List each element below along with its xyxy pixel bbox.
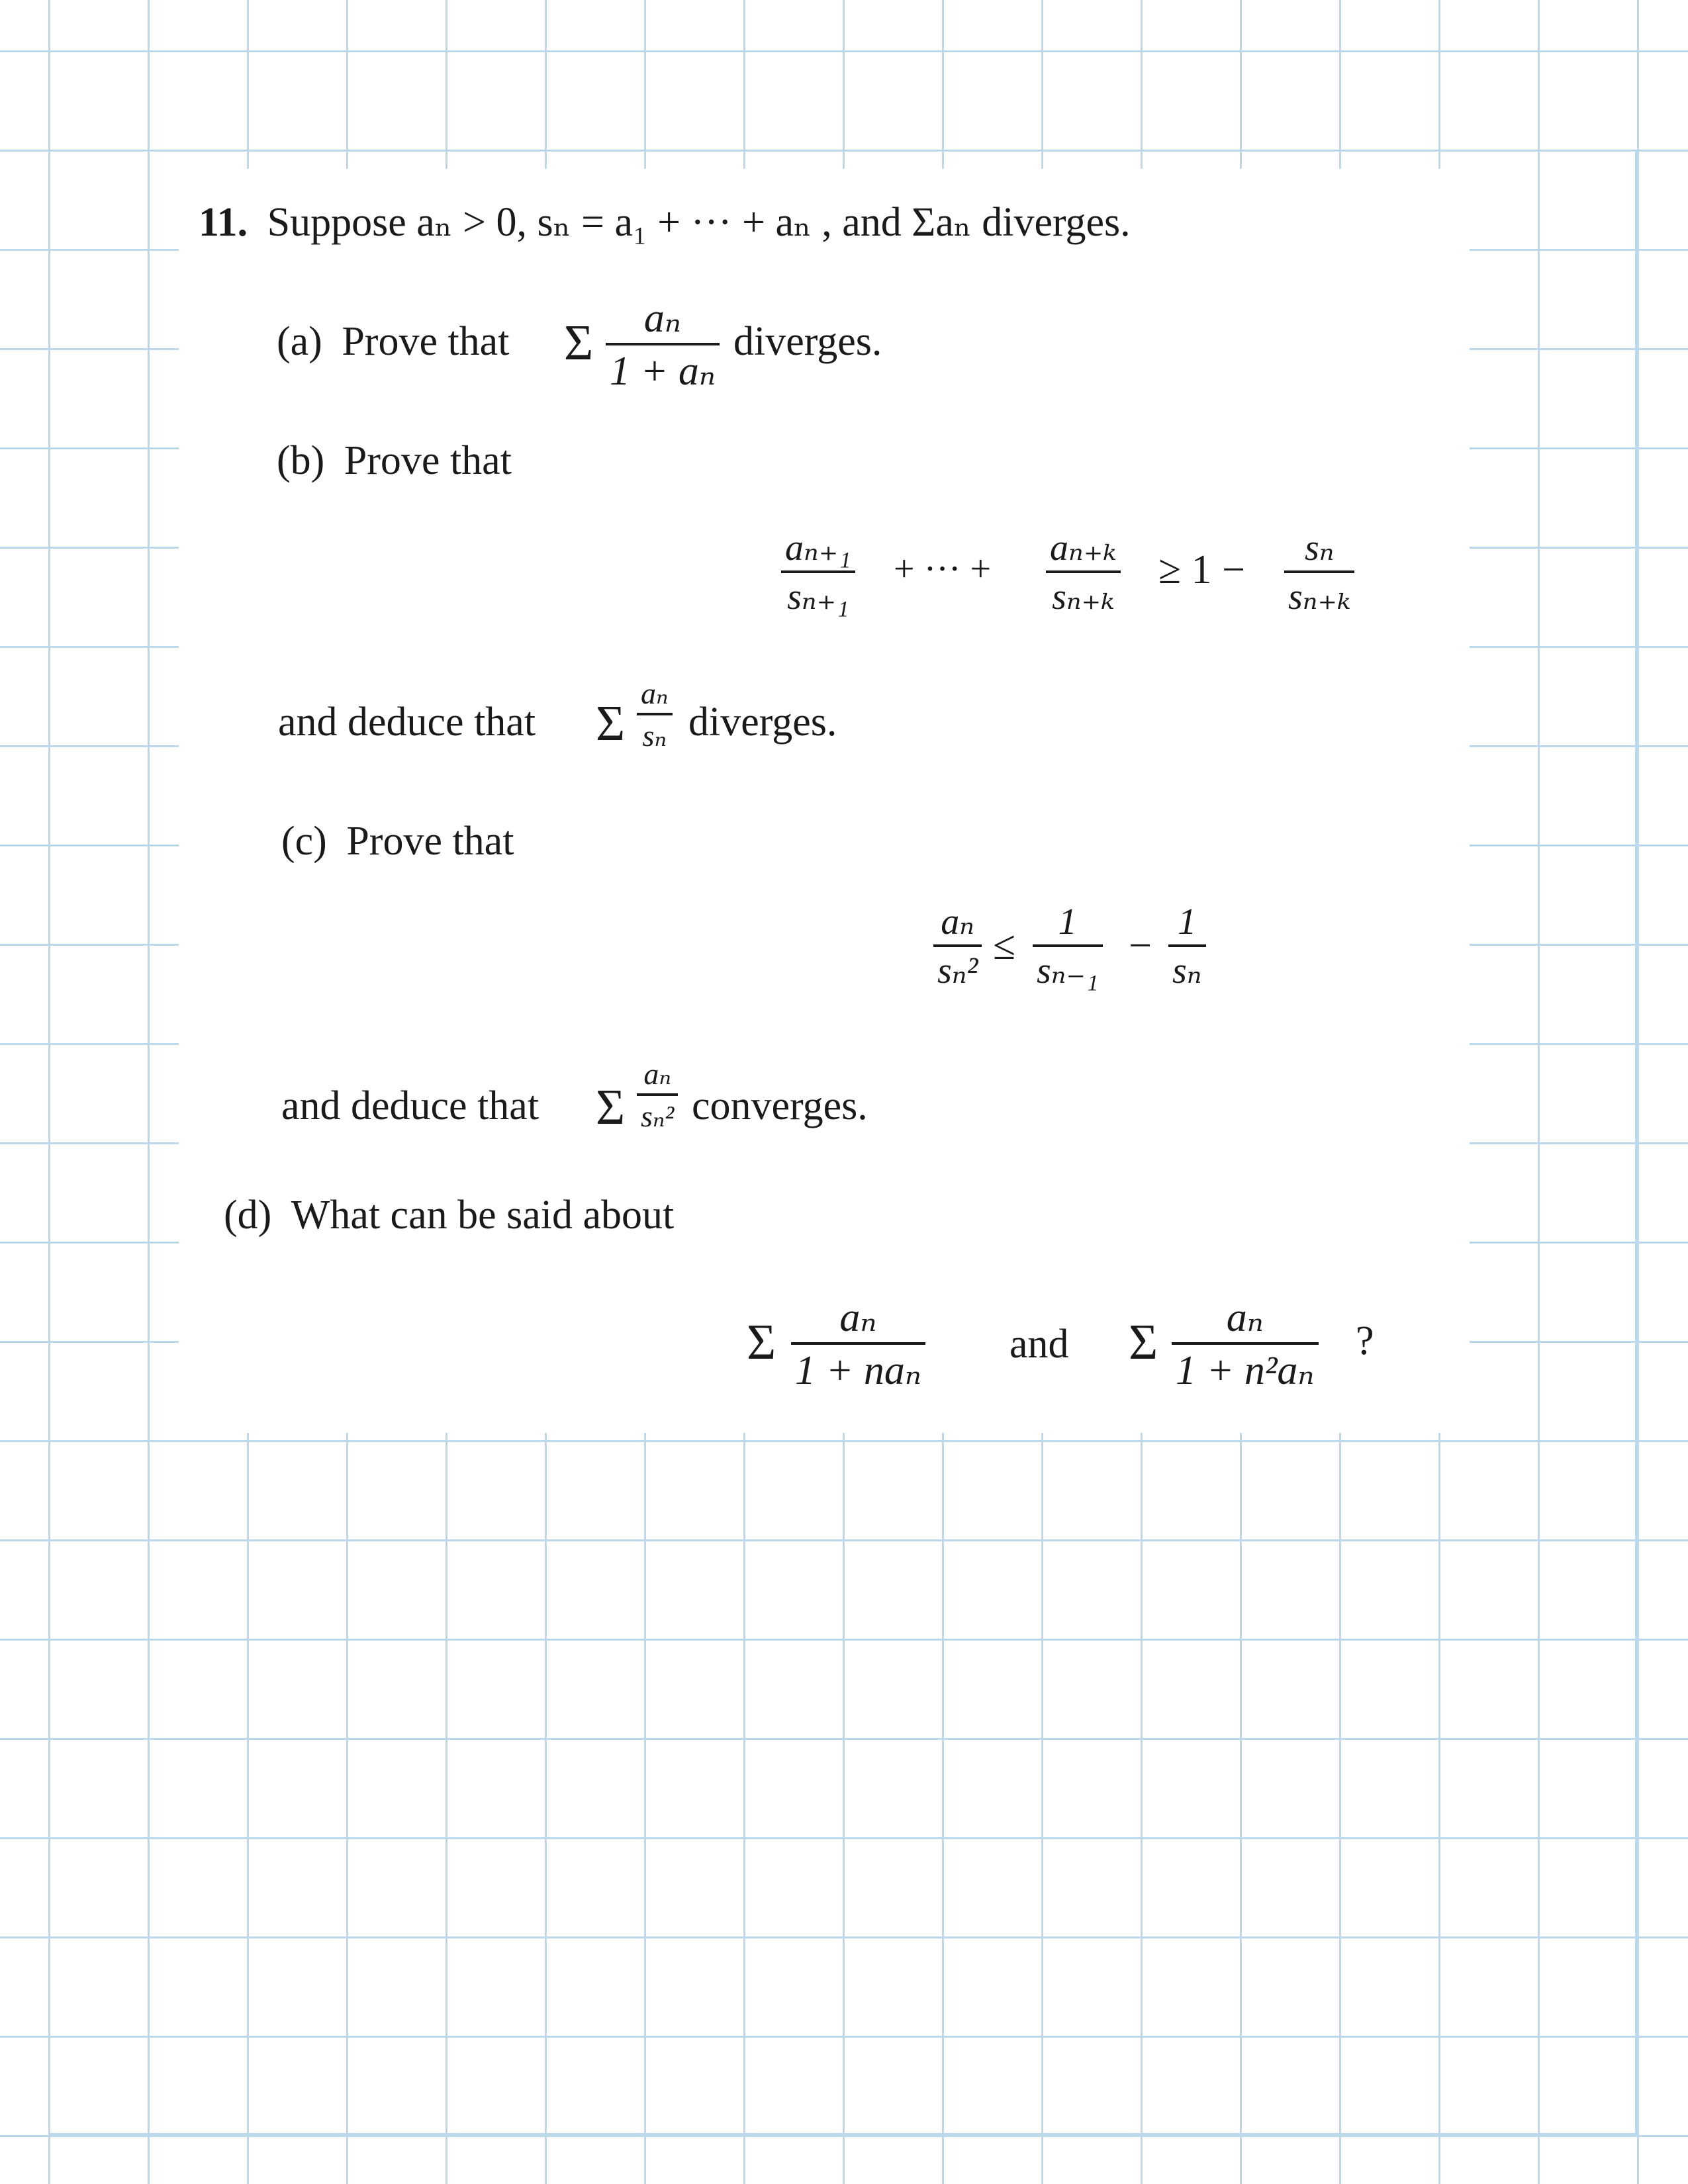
part-d-f2-denominator: 1 + n²aₙ	[1172, 1342, 1319, 1391]
part-b-relation: ≥ 1 −	[1158, 547, 1245, 592]
part-b-f3-numerator: sₙ	[1304, 527, 1335, 569]
part-c-fraction-2	[1033, 903, 1103, 989]
part-b-f1-numerator: aₙ₊₁	[785, 527, 851, 569]
part-c-label: (c)	[281, 819, 327, 864]
part-b-f3-denominator: sₙ₊ₖ	[1284, 570, 1354, 615]
part-c-f3-denominator: sₙ	[1168, 944, 1206, 989]
part-a-denominator: 1 + aₙ	[606, 343, 720, 392]
part-d-fraction-2	[1172, 1297, 1319, 1391]
part-b-line	[277, 440, 512, 481]
part-a-text: Prove that	[342, 319, 510, 364]
part-b-fraction-3	[1284, 529, 1354, 615]
part-b-fraction-2	[1046, 529, 1121, 615]
part-b-text: Prove that	[344, 438, 512, 483]
part-a-label: (a)	[277, 319, 322, 364]
part-d-sum-sign-2: Σ	[1129, 1314, 1158, 1370]
part-c-minus: −	[1129, 923, 1152, 968]
part-c-text: Prove that	[346, 819, 514, 864]
part-c-deduce: and deduce that	[281, 1083, 539, 1128]
part-c-relation: ≤	[993, 923, 1016, 968]
part-a-fraction	[606, 298, 720, 392]
part-a-line	[277, 321, 509, 362]
part-d-f1-denominator: 1 + naₙ	[791, 1342, 925, 1391]
part-a-tail: diverges.	[733, 319, 882, 364]
part-c-deduce-fraction	[637, 1059, 678, 1132]
part-d-line	[224, 1195, 674, 1236]
part-b-deduce: and deduce that	[278, 700, 536, 745]
part-c-f1-numerator: aₙ	[941, 901, 974, 942]
part-c-deduce-numerator: aₙ	[643, 1057, 671, 1091]
part-d-f2-numerator: aₙ	[1226, 1295, 1264, 1340]
part-b-deduce-denominator: sₙ	[637, 713, 673, 751]
part-d-label: (d)	[224, 1193, 272, 1238]
part-c-f1-denominator: sₙ²	[933, 944, 982, 989]
part-d-question-mark: ?	[1356, 1318, 1374, 1363]
part-c-deduce-denominator: sₙ²	[637, 1093, 678, 1132]
part-d-sum-sign-1: Σ	[747, 1314, 776, 1370]
part-b-f2-numerator: aₙ₊ₖ	[1050, 527, 1117, 569]
problem-intro: Suppose aₙ > 0, sₙ = a₁ + ··· + aₙ , and Σaₙ diverges.	[267, 200, 1131, 245]
part-c-tail: converges.	[692, 1083, 868, 1128]
part-d-text: What can be said about	[291, 1193, 675, 1238]
part-c-fraction-3	[1168, 903, 1206, 989]
part-c-line	[281, 821, 514, 862]
part-d-fraction-1	[791, 1297, 925, 1391]
part-b-deduce-numerator: aₙ	[641, 676, 669, 710]
part-c-f3-numerator: 1	[1178, 901, 1197, 942]
part-c-f2-denominator: sₙ₋₁	[1033, 944, 1103, 989]
problem-number: 11.	[199, 200, 248, 245]
part-b-deduce-fraction	[637, 678, 673, 751]
part-b-f2-denominator: sₙ₊ₖ	[1046, 570, 1121, 615]
part-a-sum-sign: Σ	[564, 315, 594, 371]
part-d-and: and	[1009, 1322, 1069, 1367]
part-b-tail: diverges.	[688, 700, 837, 745]
part-c-fraction-1	[933, 903, 982, 989]
part-c-f2-numerator: 1	[1058, 901, 1077, 942]
part-d-f1-numerator: aₙ	[839, 1295, 877, 1340]
part-c-sum-sign: Σ	[596, 1079, 626, 1135]
problem-intro-line	[199, 202, 1131, 243]
part-b-f1-denominator: sₙ₊₁	[781, 570, 855, 615]
part-b-plus-dots: + ··· +	[894, 549, 992, 590]
part-a-numerator: aₙ	[643, 296, 682, 341]
part-b-fraction-1	[781, 529, 855, 615]
part-b-sum-sign: Σ	[596, 696, 626, 751]
part-b-label: (b)	[277, 438, 325, 483]
